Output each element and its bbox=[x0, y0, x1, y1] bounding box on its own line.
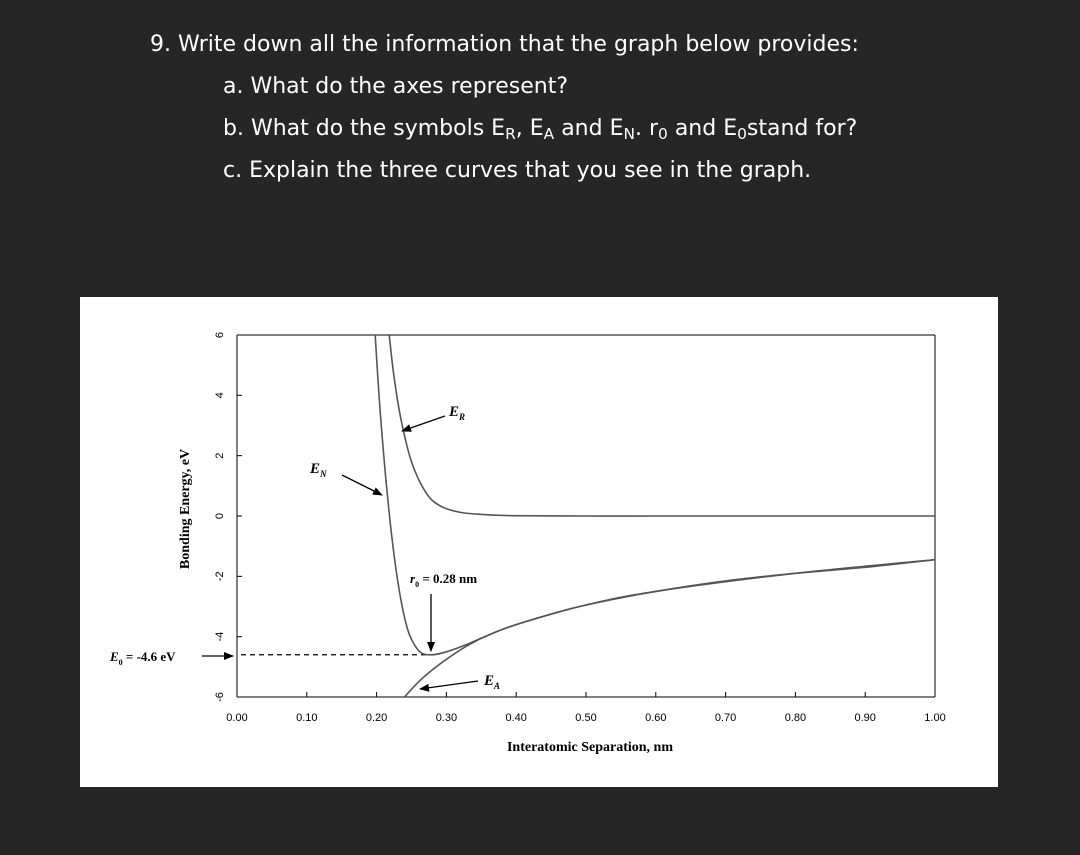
y-tick-label: 0 bbox=[214, 512, 226, 520]
x-tick-label: 0.90 bbox=[854, 712, 876, 724]
bonding-energy-chart bbox=[80, 297, 998, 787]
x-tick-label: 0.70 bbox=[714, 712, 737, 724]
en-label-sub: N bbox=[320, 469, 327, 479]
part-b-sep1: , E bbox=[515, 116, 544, 141]
y-tick-label: 2 bbox=[214, 452, 226, 459]
question-part-b bbox=[223, 118, 857, 142]
y-tick-label: 6 bbox=[214, 331, 226, 339]
question-part-a: a. What do the axes represent? bbox=[223, 74, 568, 99]
x-tick-label: 0.00 bbox=[226, 712, 248, 724]
part-b-sep3: . r bbox=[635, 116, 659, 141]
question-part-c: c. Explain the three curves that you see in the graph. bbox=[223, 158, 812, 183]
part-b-en-sub: N bbox=[623, 124, 635, 143]
er-curve bbox=[389, 335, 935, 516]
x-tick-label: 0.60 bbox=[645, 712, 667, 724]
er-label-sub: R bbox=[459, 412, 466, 422]
ea-label-base: E bbox=[484, 673, 495, 689]
question-title: 9. Write down all the information that the graph below provides: bbox=[150, 32, 859, 57]
en-arrow bbox=[342, 475, 382, 495]
x-tick-label: 0.80 bbox=[784, 712, 807, 724]
ticks-layer bbox=[214, 332, 946, 724]
ea-label-sub: A bbox=[494, 681, 501, 691]
er-label bbox=[448, 404, 465, 422]
y-tick-label: 4 bbox=[214, 392, 226, 399]
part-b-sep4: and E bbox=[667, 116, 738, 141]
part-b-suffix: stand for? bbox=[746, 116, 858, 141]
x-axis-label: Interatomic Separation, nm bbox=[506, 740, 674, 755]
r0-label-text: = 0.28 nm bbox=[419, 571, 478, 586]
curves-layer bbox=[375, 335, 935, 697]
e0-label bbox=[109, 649, 176, 667]
figure-panel bbox=[80, 297, 998, 787]
y-axis-label: Bonding Energy, eV bbox=[178, 448, 193, 570]
y-tick-label: -6 bbox=[214, 692, 226, 702]
x-tick-label: 0.10 bbox=[296, 712, 318, 724]
part-b-ea-sub: A bbox=[543, 124, 555, 143]
x-tick-label: 0.40 bbox=[505, 712, 527, 724]
part-b-prefix: b. What do the symbols E bbox=[223, 116, 506, 141]
x-tick-label: 0.20 bbox=[365, 712, 388, 724]
y-tick-label: -2 bbox=[214, 571, 226, 582]
r0-label-sub: 0 bbox=[415, 580, 420, 589]
x-tick-label: 0.50 bbox=[575, 712, 597, 724]
part-b-r0-sub: 0 bbox=[658, 124, 668, 143]
e0-label-base: E bbox=[110, 649, 119, 664]
en-label-base: E bbox=[310, 461, 321, 477]
r0-label bbox=[410, 571, 477, 589]
ea-label bbox=[483, 673, 500, 691]
x-tick-label: 1.00 bbox=[924, 712, 946, 724]
ea-arrow bbox=[420, 681, 478, 689]
e0-label-text: = -4.6 eV bbox=[122, 649, 176, 664]
x-tick-label: 0.30 bbox=[435, 712, 458, 724]
part-b-e0-sub: 0 bbox=[737, 124, 747, 143]
e0-label-sub: 0 bbox=[118, 658, 123, 667]
en-curve bbox=[375, 335, 935, 655]
r0-label-base: r bbox=[410, 571, 416, 586]
en-label bbox=[309, 461, 327, 479]
y-tick-label: -4 bbox=[214, 631, 226, 642]
er-arrow bbox=[402, 416, 445, 431]
part-b-sep2: and E bbox=[554, 116, 624, 141]
part-b-er-sub: R bbox=[505, 124, 516, 143]
er-label-base: E bbox=[449, 404, 460, 420]
